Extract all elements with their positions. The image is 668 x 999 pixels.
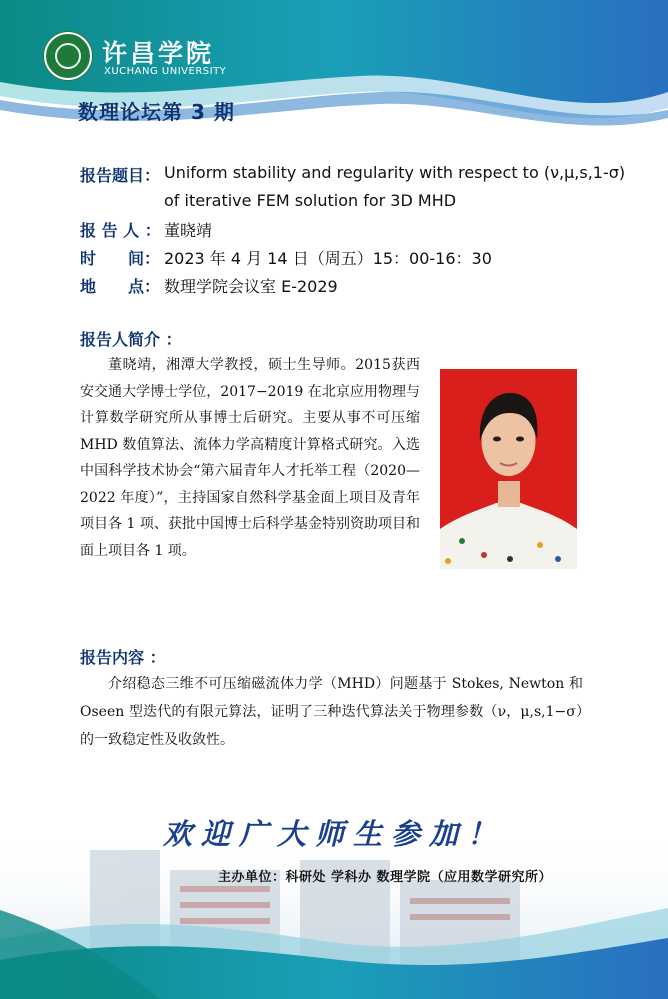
bio-heading: 报告人简介 ： [80,330,182,349]
top-wave-banner [0,0,668,150]
forum-title: 数理论坛第 3 期 [78,100,235,124]
time-value: 2023 年 4 月 14 日（周五）15：00-16：30 [164,249,492,268]
time-label: 时 间： [80,249,161,268]
content-text: 介绍稳态三维不可压缩磁流体力学（MHD）问题基于 Stokes, Newton 和 Oseen 型迭代的有限元算法，证明了三种迭代算法关于物理参数（ν，μ,s,1−σ）的一致稳定性及收敛性。 [80,676,583,748]
speaker-label: 报 告 人 ： [80,221,161,240]
topic-line-2: of iterative FEM solution for 3D MHD [164,191,457,210]
university-logo [44,32,92,80]
university-name-cn: 许昌学院 [102,39,215,68]
topic-label: 报告题目： [80,166,161,185]
speaker-photo [440,369,577,569]
bio-text: 董晓靖，湘潭大学教授，硕士生导师。2015获西安交通大学博士学位，2017−2019 在北京应用物理与计算数学研究所从事博士后研究。主要从事不可压缩 MHD 数值算法、流体力学高精度计算格式研究。入选中国科学技术协会“第六届青年人才托举工程（2020—2022 年度）”，主持国家自然科学基金面上项目及青年项目各 1 项、获批中国博士后科学基金特别资助项目和面上项目各 1 项。 [80,357,420,559]
topic-line-1: Uniform stability and regularity with respect to (ν,μ,s,1-σ) [164,163,626,182]
place-value: 数理学院会议室 E-2029 [164,277,338,296]
speaker-name: 董晓靖 [164,221,213,240]
welcome-banner: 欢迎广大师生参加！ [162,817,505,851]
content-heading: 报告内容 ： [80,648,166,667]
host-organizer: 主办单位：科研处 学科办 数理学院（应用数学研究所） [218,870,553,885]
place-label: 地 点： [80,277,161,296]
university-name-en: XUCHANG UNIVERSITY [104,66,227,77]
